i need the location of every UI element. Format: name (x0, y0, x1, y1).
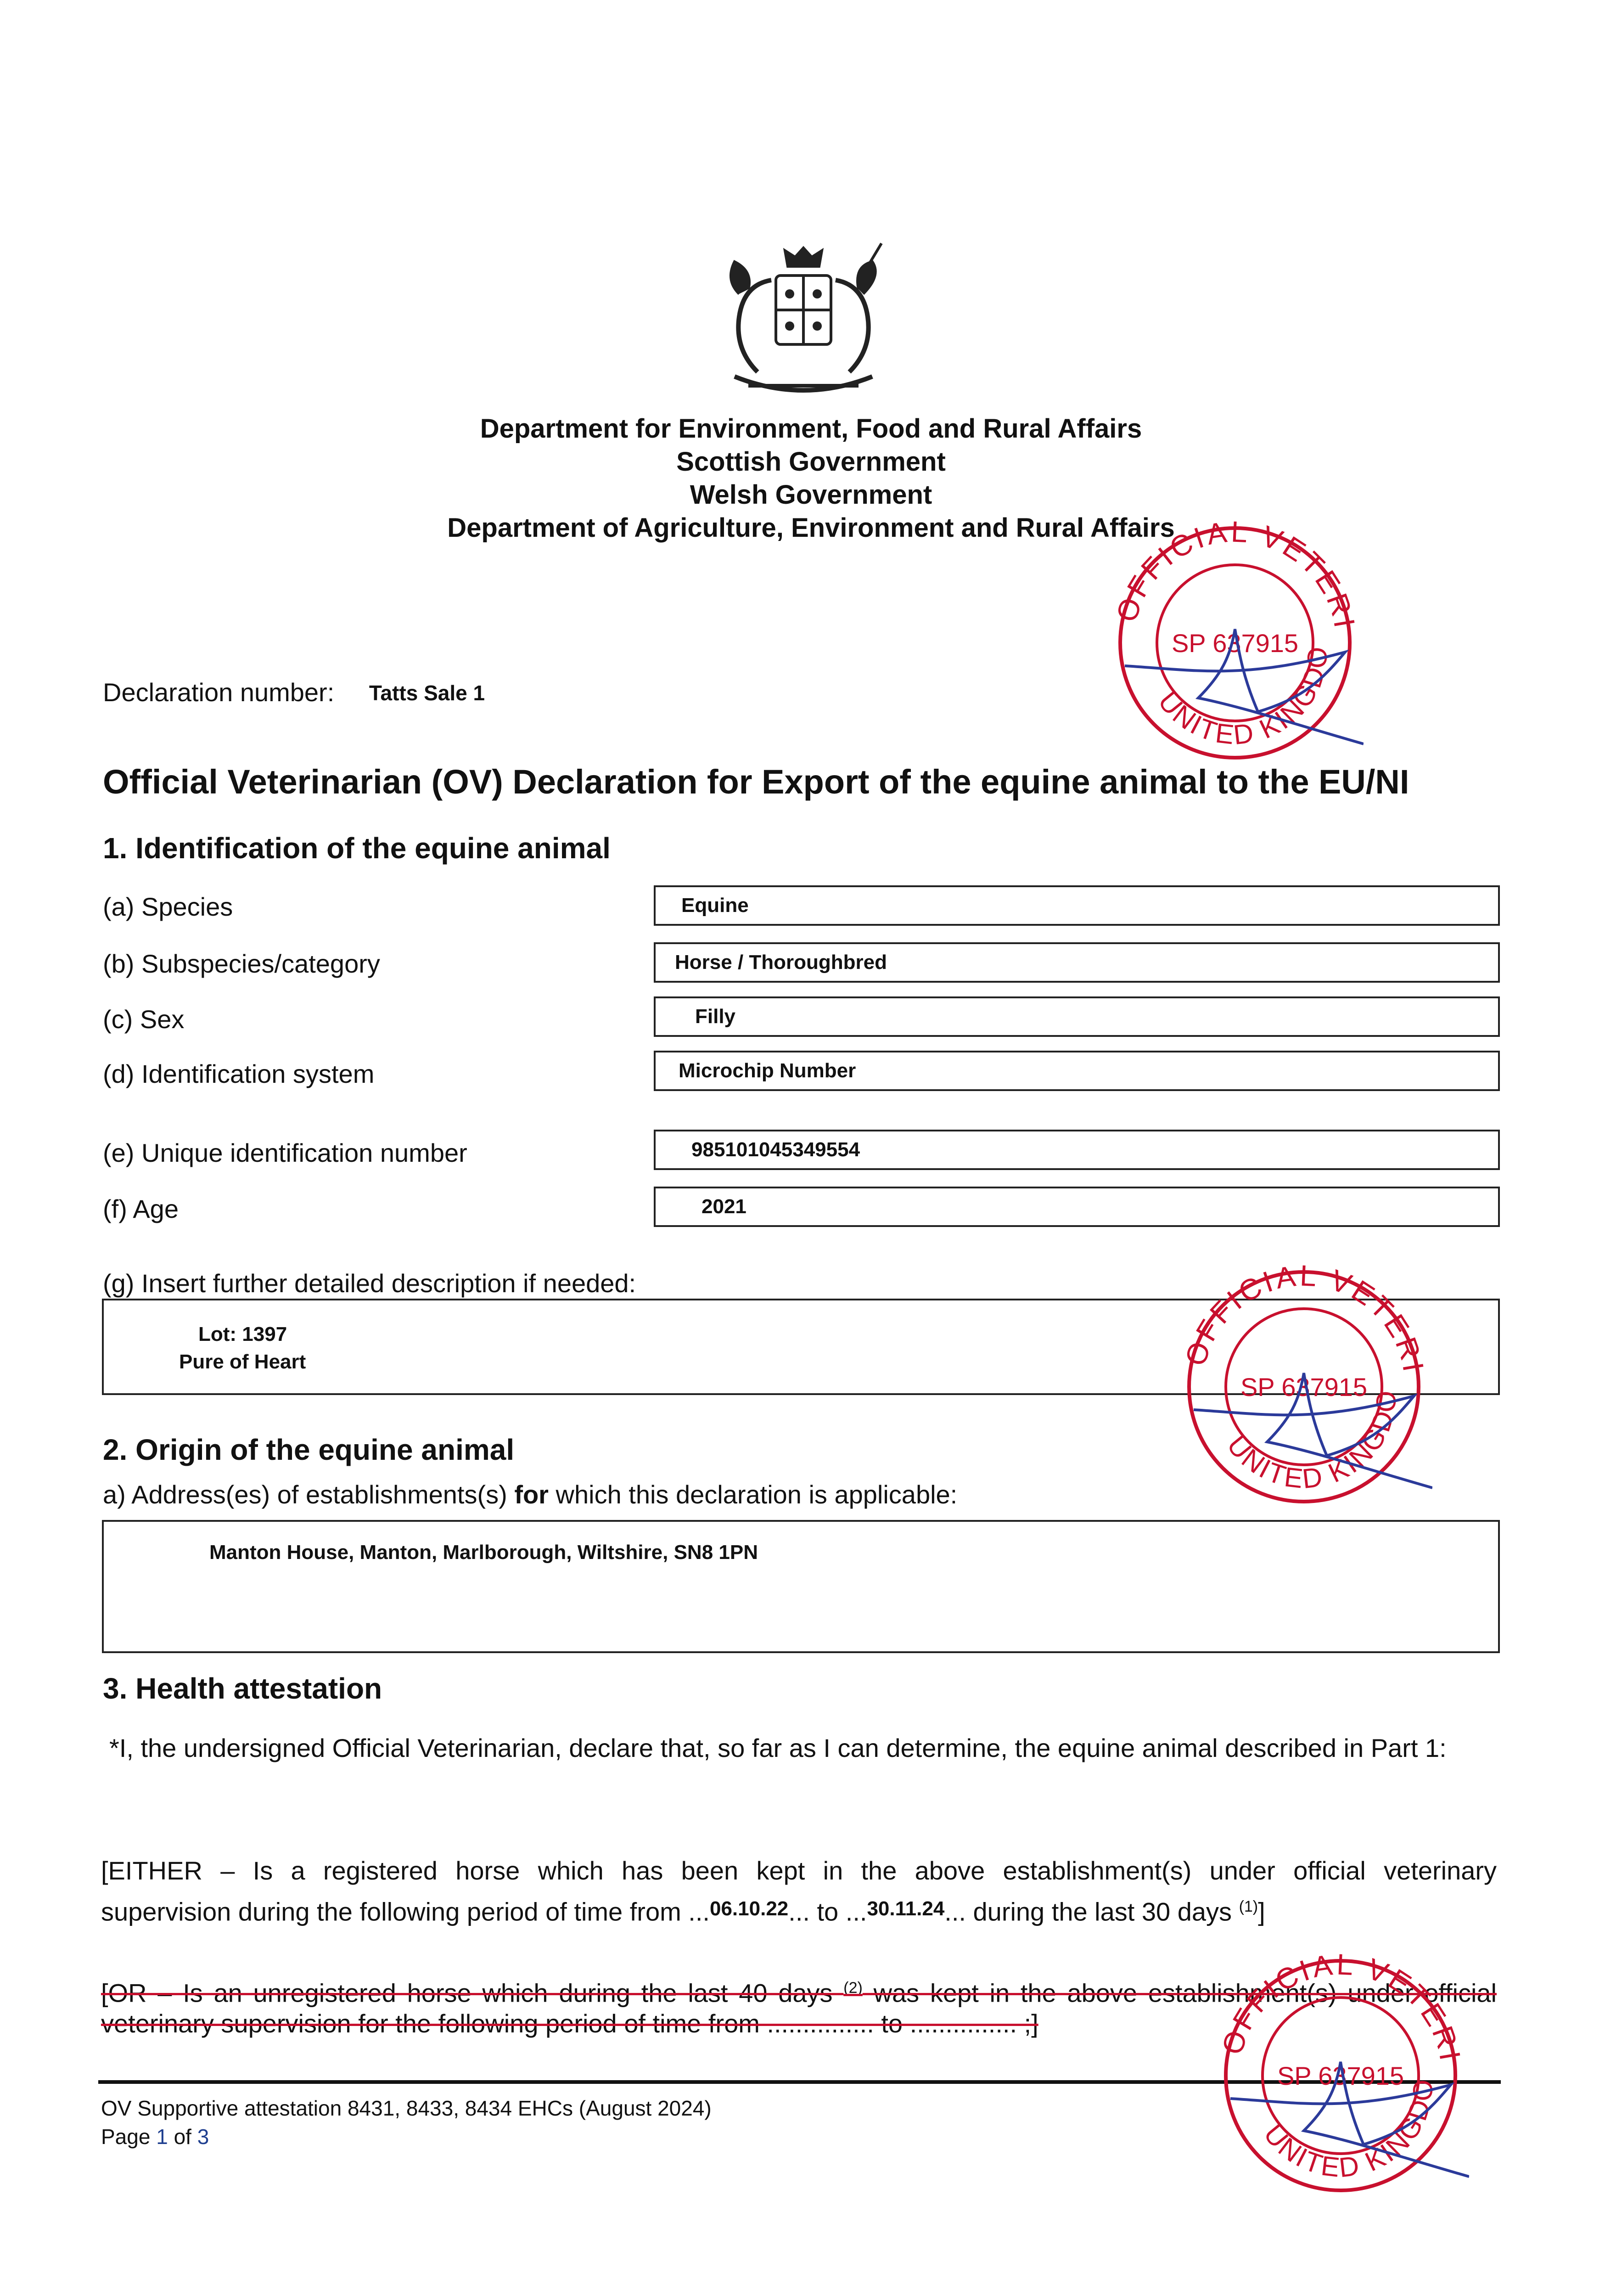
field-box-unique-id (654, 1130, 1500, 1170)
field-label-age: (f) Age (103, 1194, 179, 1223)
address-label (103, 1480, 957, 1509)
official-veterinarian-stamp (1175, 1258, 1432, 1515)
section-3-heading: 3. Health attestation (103, 1672, 382, 1705)
section-1-heading: 1. Identification of the equine animal (103, 832, 611, 865)
address-box (102, 1520, 1500, 1653)
department-header (0, 412, 1622, 545)
field-box-id-system (654, 1051, 1500, 1091)
department-line: Department for Environment, Food and Rural Affairs (480, 414, 1142, 444)
either-text: ... during the last 30 days (944, 1897, 1239, 1926)
field-box-age (654, 1187, 1500, 1227)
either-line-2 (101, 1889, 1497, 1932)
official-veterinarian-stamp (1212, 1947, 1469, 2204)
or-line-2: veterinary supervision for the following period of time from ............... to ............... ;] (101, 2009, 1038, 2038)
page-current: 1 (156, 2125, 168, 2149)
page-word: Page (101, 2125, 151, 2149)
page-number (101, 2122, 712, 2151)
address-label-text: a) Address(es) of establishments(s) (103, 1480, 515, 1509)
field-label-species: (a) Species (103, 892, 233, 921)
address-value: Manton House, Manton, Marlborough, Wiltshire, SN8 1PN (209, 1541, 758, 1564)
either-footnote: (1) (1239, 1898, 1258, 1915)
declaration-number-value: Tatts Sale 1 (369, 681, 485, 705)
or-footnote: (2) (843, 1979, 863, 1997)
field-box-species (654, 885, 1500, 926)
or-text: was kept in the above establishment(s) under official (862, 1978, 1497, 2008)
field-value-age: 2021 (702, 1195, 746, 1218)
further-description-label: (g) Insert further detailed description if needed: (103, 1269, 636, 1298)
field-value-sex: Filly (695, 1005, 736, 1028)
field-box-sex (654, 996, 1500, 1037)
page-total: 3 (197, 2125, 209, 2149)
department-line: Scottish Government (676, 447, 946, 477)
either-text: supervision during the following period of time from ... (101, 1897, 710, 1926)
further-description-line: Pure of Heart (179, 1351, 306, 1373)
page-of: of (174, 2125, 191, 2149)
or-text: [OR – Is an unregistered horse which during the last 40 days (101, 1978, 844, 2008)
footer (101, 2094, 712, 2151)
royal-coat-of-arms (707, 239, 900, 404)
section-2-heading: 2. Origin of the equine animal (103, 1433, 515, 1466)
address-label-text: which this declaration is applicable: (548, 1480, 958, 1509)
either-to-date: 30.11.24 (867, 1897, 945, 1920)
further-description-line: Lot: 1397 (198, 1323, 287, 1345)
field-value-species: Equine (681, 894, 749, 917)
declaration-number-label: Declaration number: (103, 678, 335, 707)
either-clause (101, 1853, 1497, 1932)
field-label-sex: (c) Sex (103, 1005, 185, 1034)
department-line: Department of Agriculture, Environment and Rural Affairs (447, 513, 1175, 543)
field-label-unique-id: (e) Unique identification number (103, 1138, 467, 1167)
either-text: ... to ... (788, 1897, 867, 1926)
field-label-id-system: (d) Identification system (103, 1059, 375, 1088)
address-label-bold: for (514, 1480, 549, 1509)
document-title: Official Veterinarian (OV) Declaration for Export of the equine animal to the EU/NI (103, 763, 1409, 801)
field-value-subspecies: Horse / Thoroughbred (675, 951, 887, 974)
either-text: ] (1258, 1897, 1265, 1926)
either-from-date: 06.10.22 (709, 1897, 789, 1920)
declaration-number-row (103, 677, 485, 707)
field-label-subspecies: (b) Subspecies/category (103, 949, 380, 978)
footer-attestation: OV Supportive attestation 8431, 8433, 8434 EHCs (August 2024) (101, 2096, 712, 2120)
either-line-1: [EITHER – Is a registered horse which has been kept in the above establishment(s) under official veterinary (101, 1856, 1497, 1885)
field-value-id-system: Microchip Number (679, 1059, 856, 1082)
department-line: Welsh Government (690, 480, 932, 510)
official-veterinarian-stamp (1106, 514, 1364, 771)
field-box-subspecies (654, 942, 1500, 983)
field-value-unique-id: 985101045349554 (691, 1138, 860, 1161)
health-intro: *I, the undersigned Official Veterinarian, declare that, so far as I can determine, the equine animal described in Part 1: (109, 1733, 1447, 1762)
